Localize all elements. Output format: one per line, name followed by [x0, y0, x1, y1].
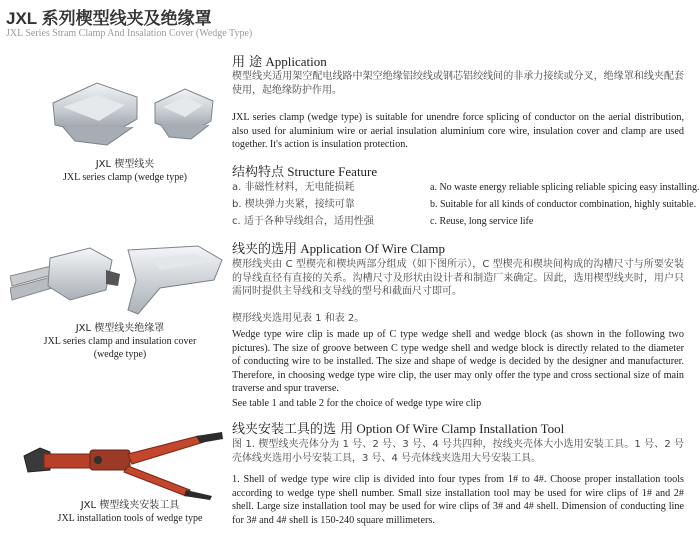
- choice-heading-zh: 线夹的选用: [232, 242, 298, 257]
- cover-caption-zh: JXL 楔型线夹绝缘罩: [75, 323, 165, 334]
- structure-heading: [232, 161, 377, 180]
- structure-item-en-a: a. No waste energy reliable splicing reliable spicing easy installing.: [430, 182, 700, 193]
- application-text-zh: 楔型线夹适用架空配电线路中架空绝缘铝绞线或钢芯铝绞线间的非承力接续或分叉，绝缘罩和线夹配套使用，起绝缘防护作用。: [232, 71, 684, 96]
- choice-text-zh: 楔形线夹由 C 型楔壳和楔块两部分组成（如下图所示），C 型楔壳和楔块间构成的沟槽尺寸与所要安装的导线直径有直接的关系。沟槽尺寸及形状由设计者和制造厂来确定。因此，选用楔型线夹时，用户只需同时提供主导线和支导线的型号和截面尺寸即可。: [232, 259, 684, 298]
- tool-text-en: 1. Shell of wedge type wire clip is divided into four types from 1# to 4#. Choose proper installation tools according to wedge type shell number. Small size installation tool may be used for wire clips of 1# and 2# shell. Large size installation tool may be used for wire clips of 3# and 4# shell. Dimension of conducting line for 3# and 4# shell is 150-240 square millimeters.: [232, 474, 684, 526]
- application-heading-en: Application: [265, 54, 327, 69]
- structure-heading-en: Structure Feature: [287, 164, 378, 179]
- choice-text-zh-2: 楔形线夹选用见表 1 和表 2。: [232, 313, 365, 324]
- tool-heading-en: Option Of Wire Clamp Installation Tool: [356, 421, 565, 436]
- page-title: JXL 系列楔型线夹及绝缘罩: [6, 9, 212, 28]
- cover-caption-en-2: (wedge type): [93, 349, 147, 360]
- structure-list-zh: [232, 179, 374, 230]
- cover-caption: [25, 322, 215, 361]
- clamp-caption-en: JXL series clamp (wedge type): [62, 172, 188, 183]
- structure-heading-zh: 结构特点: [232, 165, 285, 180]
- structure-item-zh-c: c. 适于各种导线组合，适用性强: [232, 216, 374, 227]
- structure-item-en-b: b. Suitable for all kinds of conductor combination, highly suitable.: [430, 199, 697, 210]
- insulation-cover-photo: [10, 240, 225, 315]
- choice-heading: [232, 238, 445, 257]
- choice-heading-en: Application Of Wire Clamp: [300, 241, 445, 256]
- tool-text-zh: 图 1. 楔型线夹壳体分为 1 号、2 号、3 号、4 号共四种，按线夹壳体大小选用安装工具。1 号、2 号壳体线夹选用小号安装工具，3 号、4 号壳体线夹选用大号安装工具。: [232, 439, 684, 464]
- structure-item-zh-a: a. 非磁性材料，无电能损耗: [232, 182, 355, 193]
- tool-caption-en: JXL installation tools of wedge type: [57, 513, 203, 524]
- choice-text-en: Wedge type wire clip is made up of C type wedge shell and wedge block (as shown in the following two pictures). The size of groove between C type wedge shell and wedge block is directly related to the diameter of conducting wire to be installed. The size and shape of wedge is decided by the designer and manufacturer. Therefore, in choosing wedge type wire clip, the user may only offer the type and cross sectional size of main traverse and spur traverse.: [232, 329, 684, 395]
- choice-text-en-2: See table 1 and table 2 for the choice of wedge type wire clip: [232, 398, 482, 409]
- structure-item-zh-b: b. 楔块弹力夹紧，接续可靠: [232, 199, 355, 210]
- application-heading: [232, 51, 327, 70]
- clamp-caption-zh: JXL 楔型线夹: [95, 159, 155, 170]
- tool-caption: [40, 499, 220, 525]
- tool-caption-zh: JXL 楔型线夹安装工具: [80, 500, 180, 511]
- tool-heading-zh: 线夹安装工具的选 用: [232, 422, 354, 437]
- application-heading-zh: 用 途: [232, 55, 263, 70]
- cover-caption-en: JXL series clamp and insulation cover: [43, 336, 197, 347]
- application-text-en: JXL series clamp (wedge type) is suitable for unendre force splicing of conductor on the aerial distribution, also used for aluminium wire or aerial insulation aluminium core wire, insulation cover and clamp are used together. It's action is insulation protection.: [232, 112, 684, 151]
- structure-list-en: [430, 179, 699, 230]
- clamp-caption: [40, 158, 210, 184]
- page-subtitle: JXL Series Stram Clamp And Insalation Cover (Wedge Type): [6, 28, 253, 39]
- tool-heading: [232, 418, 564, 437]
- structure-item-en-c: c. Reuse, long service life: [430, 216, 534, 227]
- installation-tool-photo: [20, 430, 225, 500]
- clamp-photo: [45, 75, 220, 150]
